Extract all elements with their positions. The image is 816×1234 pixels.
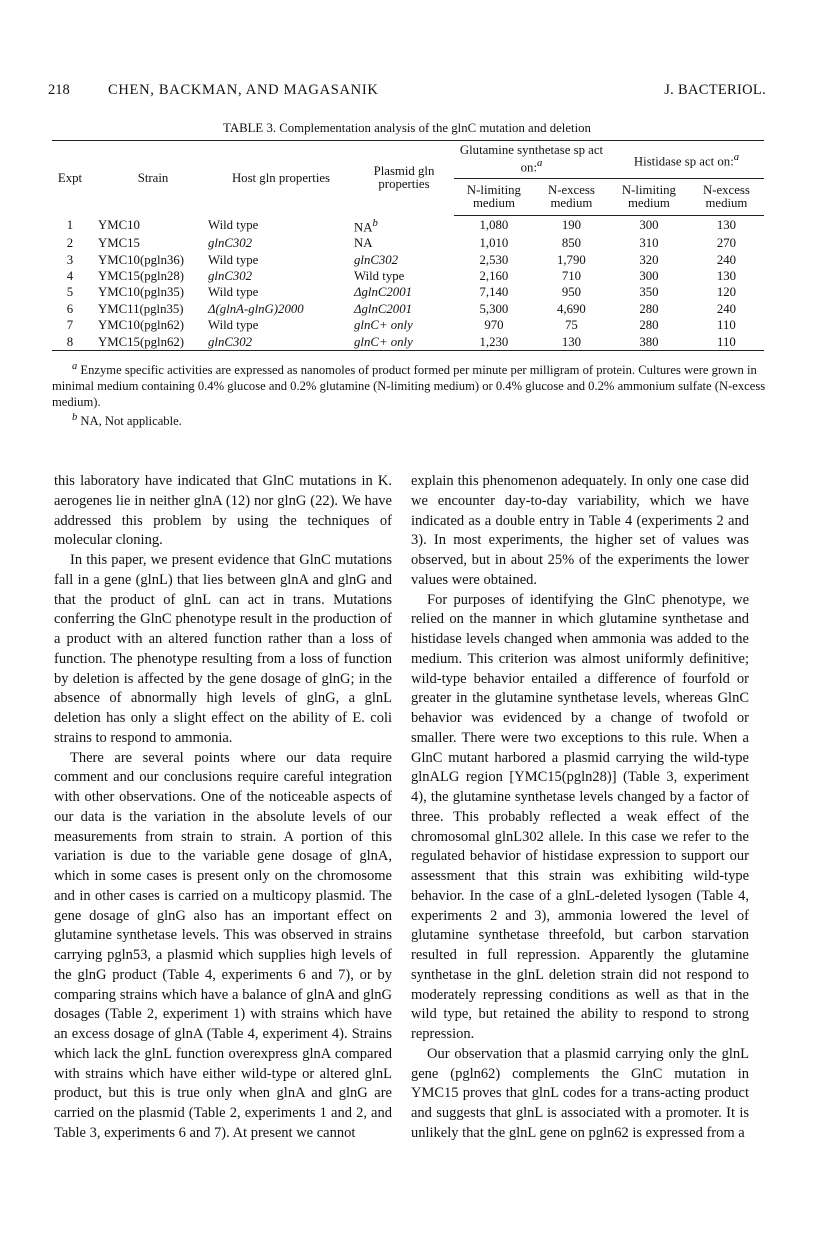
table-body <box>52 216 764 351</box>
table-row <box>52 268 764 284</box>
cell-gs-lim: 2,530 <box>479 252 509 267</box>
col-group-gs: Glutamine synthetase sp act on:$^a$ <box>454 141 609 179</box>
cell-expt: 4 <box>66 268 74 283</box>
footnote-ref: a <box>537 158 543 170</box>
cell-h-exc: 270 <box>716 236 737 251</box>
cell-strain: YMC10(pgln62) <box>98 318 185 333</box>
body-paragraph: Our observation that a plasmid carrying only the glnL gene (pgln62) complements the GlnC mutation in YMC15 proves that glnL codes for a trans-acting product and suggests that glnL is associated with a promoter. It is unlikely that the glnL gene on pgln62 is expressed from a <box>411 1045 749 1141</box>
cell-plasmid: ΔglnC2001 <box>354 301 412 316</box>
col-group-histidase: Histidase sp act on:$^a$ <box>609 141 764 179</box>
cell-h-lim: 300 <box>639 218 659 233</box>
cell-gs-lim: 7,140 <box>479 285 509 300</box>
cell-host: Wild type <box>208 252 259 267</box>
cell-h-exc: 130 <box>716 268 737 283</box>
body-paragraph: There are several points where our data require comment and our conclusions require careful integration with other observations. One of the noticeable aspects of our data is the variation in the absolute levels of our measurements from strain to strain. A portion of this variation is due to the variable gene dosage of glnA, which in some cases is present only on the chromosome and in other cases is carried on a multicopy plasmid. The gene dosage of glnG also has an important effect on glutamine synthetase levels. This was observed in strains carrying pgln53, a plasmid which supplies high levels of the glnG product (Table 4, experiments 6 and 7), or by comparing strains which have a balance of glnA and glnG dosages (Table 2, experiment 1) with strains which have an excess dosage of glnA (Table 4, experiment 4). Strains which lack the glnL function overexpress glnA compared with strains which have either wild-type or altered glnL product, but this is true only when glnA and glnG are carried on the plasmid (Table 2, experiments 1 and 2, and Table 3, experiments 6 and 7). At present we cannot <box>54 749 392 1141</box>
cell-strain: YMC15(pgln28) <box>98 268 185 283</box>
cell-gs-lim: 970 <box>484 318 504 333</box>
cell-h-lim: 350 <box>639 285 659 300</box>
body-column-right <box>411 472 749 1144</box>
cell-plasmid: glnC+ only <box>354 334 454 351</box>
cell-expt: 5 <box>66 285 74 300</box>
col-host: Host gln properties <box>208 141 354 216</box>
cell-strain: YMC10(pgln35) <box>98 285 185 300</box>
cell-gs-lim: 1,010 <box>479 236 509 251</box>
cell-h-exc: 110 <box>689 334 764 351</box>
cell-host: Wild type <box>208 318 259 333</box>
table-row <box>52 216 764 236</box>
cell-gs-exc: 1,790 <box>557 252 586 267</box>
footnote-b: $^b$ NA, Not applicable. <box>72 412 182 429</box>
table-row <box>52 301 764 317</box>
journal-name: J. BACTERIOL. <box>664 82 766 98</box>
cell-strain: YMC10 <box>98 218 140 233</box>
cell-gs-lim: 2,160 <box>479 268 509 283</box>
page-header <box>48 82 766 102</box>
cell-h-exc: 110 <box>717 318 736 333</box>
col-gs-nexcess: N-excess medium <box>534 179 609 216</box>
body-column-left <box>54 472 392 1144</box>
cell-strain: YMC15(pgln62) <box>88 334 208 351</box>
running-authors: CHEN, BACKMAN, AND MAGASANIK <box>108 82 379 98</box>
cell-h-lim: 300 <box>639 268 659 283</box>
cell-plasmid: NA <box>354 236 373 251</box>
cell-h-lim: 310 <box>639 236 659 251</box>
cell-h-exc: 130 <box>716 218 737 233</box>
cell-gs-exc: 190 <box>561 218 582 233</box>
cell-h-lim: 320 <box>639 252 659 267</box>
cell-h-lim: 280 <box>639 318 659 333</box>
cell-gs-lim: 1,080 <box>479 218 509 233</box>
cell-strain: YMC15 <box>98 236 140 251</box>
table-row <box>52 252 764 268</box>
body-paragraph: For purposes of identifying the GlnC phenotype, we relied on the manner in which glutamine synthetase and histidase levels changed when ammonia was added to the medium. This criterion was almost uniformly definitive; wild-type behavior entailed a difference of fourfold or greater in the glutamine synthetase levels, whereas GlnC behavior was evidenced by a change of twofold or smaller. There were two exceptions to this rule. When a GlnC mutant harbored a plasmid carrying the wild-type glnALG region [YMC15(pgln28)] (Table 3, experiment 4), the glutamine synthetase levels changed by a factor of three. This probably reflected a weak effect of the chromosomal glnL302 allele. In this case we refer to the regulated behavior of histidase expression to support our assessment that this strain was exhibiting wild-type behavior. In the case of a glnL-deleted lysogen (Table 4, experiments 2 and 3), ammonia lowered the level of glutamine synthetase threefold, but carbon starvation resulted in full repression. Apparently the glutamine synthetase in the glnL deletion strain did not respond to moderately repressing conditions as well as that in the wild type, but retained the ability to respond to strong repression. <box>411 591 749 1042</box>
footnote-a: $^a$ Enzyme specific activities are expressed as nanomoles of product formed per minute per milligram of protein. Cultures were grown in minimal medium containing 0.4% glucose and 0.2% glutamine (N-limiting medium) or 0.4% glucose and 0.2% ammonium sulfate (N-excess medium). <box>52 361 766 410</box>
cell-gs-exc: 850 <box>561 236 582 251</box>
cell-expt: 2 <box>66 236 74 251</box>
footnote-ref: a <box>733 151 740 163</box>
cell-host: Wild type <box>208 285 259 300</box>
col-expt: Expt <box>52 141 88 216</box>
cell-plasmid: $NA^b$ <box>354 217 378 234</box>
col-plasmid: Plasmid gln properties <box>354 141 454 216</box>
col-gs-nlimiting: N-limiting medium <box>454 179 534 216</box>
table-row <box>52 317 764 333</box>
cell-h-lim: 380 <box>609 334 689 351</box>
cell-expt: 6 <box>66 301 74 316</box>
cell-expt: 7 <box>66 318 74 333</box>
data-table <box>52 140 764 351</box>
cell-plasmid: Wild type <box>354 268 405 283</box>
body-paragraph: In this paper, we present evidence that GlnC mutations fall in a gene (glnL) that lies between glnA and glnG and that the product of glnL can act in trans. Mutations conferring the GlnC phenotype result in the production of a product with an altered function rather than a loss of function. The phenotype resulting from a loss of function by deletion is affected by the gene dosage of glnG; in the absence of abnormally high levels of glnG, a glnL deletion has only a slight effect on the ability of E. coli strains to respond to ammonia. <box>54 552 392 746</box>
col-hist-nexcess: N-excess medium <box>689 179 764 216</box>
cell-expt: 1 <box>66 218 74 233</box>
footnote-ref: b <box>372 217 378 229</box>
cell-h-exc: 240 <box>716 301 737 316</box>
cell-gs-exc: 950 <box>561 285 582 300</box>
cell-host: Wild type <box>208 218 259 233</box>
cell-host: glnC302 <box>208 236 253 251</box>
cell-h-lim: 280 <box>639 301 659 316</box>
col-hist-nlimiting: N-limiting medium <box>609 179 689 216</box>
table-caption: TABLE 3. Complementation analysis of the glnC mutation and deletion <box>223 121 591 135</box>
cell-gs-lim: 1,230 <box>454 334 534 351</box>
cell-h-exc: 240 <box>716 252 737 267</box>
cell-h-exc: 120 <box>716 285 737 300</box>
table-row <box>52 284 764 300</box>
table-row <box>52 334 764 351</box>
cell-gs-exc: 75 <box>565 318 578 333</box>
col-strain: Strain <box>88 141 208 216</box>
cell-gs-exc: 130 <box>534 334 609 351</box>
table-footnotes <box>52 359 766 429</box>
page-number: 218 <box>48 82 70 98</box>
cell-strain: YMC11(pgln35) <box>98 301 184 316</box>
cell-expt: 8 <box>52 334 88 351</box>
cell-host: Δ(glnA-glnG)2000 <box>208 301 304 316</box>
cell-plasmid: glnC302 <box>354 252 399 267</box>
cell-gs-lim: 5,300 <box>479 301 509 316</box>
cell-plasmid: ΔglnC2001 <box>354 285 412 300</box>
body-paragraph: this laboratory have indicated that GlnC mutations in K. aerogenes lie in neither glnA (12) nor glnG (22). We have addressed this problem by using the techniques of molecular cloning. <box>54 473 392 549</box>
cell-expt: 3 <box>66 252 74 267</box>
body-paragraph: explain this phenomenon adequately. In only one case did we encounter day-to-day variability, which we have indicated as a double entry in Table 4 (experiments 2 and 3). In most experiments, the higher set of values was observed, but in about 25% of the experiments the lower values were obtained. <box>411 473 749 588</box>
cell-host: glnC302 <box>208 334 354 351</box>
table-row <box>52 235 764 251</box>
cell-strain: YMC10(pgln36) <box>98 252 185 267</box>
cell-gs-exc: 710 <box>561 268 582 283</box>
cell-plasmid: glnC+ only <box>354 318 413 333</box>
cell-gs-exc: 4,690 <box>557 301 586 316</box>
cell-host: glnC302 <box>208 268 253 283</box>
